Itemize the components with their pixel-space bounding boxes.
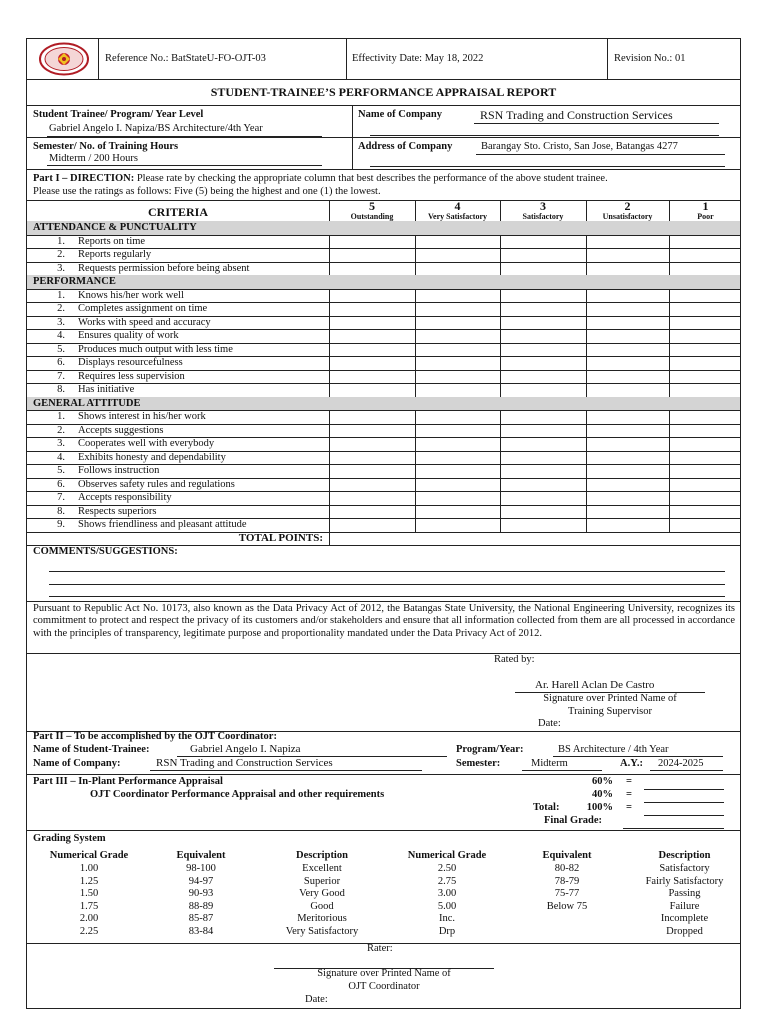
part2-ay-value: 2024-2025 [658,758,704,769]
criteria-text: Reports on time [78,235,146,247]
company-label: Name of Company [358,109,442,120]
rating-cell-2[interactable] [586,464,669,478]
rating-cell-2[interactable] [586,437,669,451]
grading-cell: 2.50 [437,863,457,874]
rating-cell-2[interactable] [586,302,669,316]
criteria-text: Accepts responsibility [78,492,172,503]
criteria-text: Cooperates well with everybody [78,438,215,449]
rating-cell-4[interactable] [415,235,500,249]
rating-cell-1[interactable] [669,262,742,276]
part3-line1: Part III – In-Plant Performance Appraisal [33,776,223,787]
part1-line1: Please rate by checking the appropriate column that best describes the performance of the above student trainee. [134,173,608,184]
rating-cell-4[interactable] [415,478,500,492]
part3-eq-3: = [626,802,632,813]
section-band [27,221,740,235]
criteria-number: 1. [57,411,65,422]
rating-cell-3[interactable] [500,424,586,438]
rating-cell-2[interactable] [586,262,669,276]
part3-eq-1: = [626,776,632,787]
total-points-cell[interactable] [329,532,742,545]
rating-cell-3[interactable] [500,329,586,343]
criteria-row [27,518,740,532]
criteria-text: Observes safety rules and regulations [78,478,235,490]
part2-ay-label: A.Y.: [620,758,643,769]
rating-cell-4[interactable] [415,437,500,451]
grading-cell: Passing [668,888,701,900]
criteria-number: 3. [57,438,65,449]
criteria-row [27,302,740,316]
rating-cell-2[interactable] [586,491,669,505]
rating-cell-5[interactable] [329,464,415,478]
criteria-header: CRITERIA [147,205,208,219]
part2-company-value: RSN Trading and Construction Services [156,757,333,769]
grading-cell: Excellent [302,863,342,874]
form-title: STUDENT-TRAINEE’S PERFORMANCE APPRAISAL REPORT [210,85,557,99]
company-value: RSN Trading and Construction Services [480,108,673,122]
rating-cell-5[interactable] [329,383,415,397]
coordinator-sig-line2: OJT Coordinator [348,980,420,992]
rating-cell-2[interactable] [586,451,669,465]
rating-cell-2[interactable] [586,329,669,343]
criteria-row [27,491,740,505]
rating-cell-5[interactable] [329,478,415,492]
grading-cell: Fairly Satisfactory [645,875,724,887]
rating-label: Unsatisfactory [602,212,653,221]
rating-cell-5[interactable] [329,410,415,424]
criteria-text: Ensures quality of work [78,330,179,341]
total-points: TOTAL POINTS: [238,531,323,544]
grading-cell: 90-93 [188,888,214,900]
rating-number: 5 [369,199,375,213]
part2-semester-value: Midterm [531,758,568,769]
rating-cell-3[interactable] [500,356,586,370]
grading-cell: Superior [303,875,341,887]
rating-cell-5[interactable] [329,491,415,505]
rating-header-4 [415,201,500,221]
criteria-text: Reports regularly [78,249,152,260]
part3-line2: OJT Coordinator Performance Appraisal and other requirements [90,789,385,800]
rating-number: 4 [454,199,461,213]
criteria-row [27,437,740,451]
rating-cell-5[interactable] [329,343,415,357]
criteria-row [27,235,740,249]
rating-cell-2[interactable] [586,289,669,303]
trainee-label: Student Trainee/ Program/ Year Level [33,109,204,120]
rating-cell-2[interactable] [586,383,669,397]
rating-cell-5[interactable] [329,437,415,451]
rating-cell-3[interactable] [500,410,586,424]
rating-header-5 [329,201,415,221]
part3-pct-60: 60% [592,776,613,787]
grading-cell: 88-89 [188,900,214,912]
effectivity-date: Effectivity Date: May 18, 2022 [352,53,484,64]
grading-header: Numerical Grade [49,850,129,861]
criteria-number: 5. [57,343,65,355]
semester-label: Semester/ No. of Training Hours [33,141,179,152]
criteria-row [27,451,740,465]
grading-cell: 1.00 [79,863,99,874]
grading-cell: Drp [438,926,456,937]
criteria-text: Accepts suggestions [78,424,164,436]
rating-cell-1[interactable] [669,343,742,357]
rating-cell-1[interactable] [669,410,742,424]
rating-cell-1[interactable] [669,235,742,249]
comments-label: COMMENTS/SUGGESTIONS: [33,546,178,557]
trainee-value: Gabriel Angelo I. Napiza/BS Architecture/4th Year [49,123,263,134]
criteria-number: 6. [57,357,65,368]
supervisor-date: Date: [538,718,561,729]
rating-cell-5[interactable] [329,518,415,532]
part2-company-label: Name of Company: [33,758,121,769]
rating-cell-3[interactable] [500,289,586,303]
criteria-number: 4. [57,330,65,341]
grading-cell: Inc. [438,913,456,925]
rating-cell-1[interactable] [669,370,742,384]
rating-number: 2 [624,199,631,213]
rating-cell-2[interactable] [586,235,669,249]
rating-cell-5[interactable] [329,316,415,330]
rating-label: Outstanding [350,212,394,221]
rating-cell-3[interactable] [500,262,586,276]
criteria-row [27,505,740,519]
rating-label: Very Satisfactory [427,212,488,221]
rater-label: Rater: [367,943,393,954]
rating-cell-5[interactable] [329,424,415,438]
criteria-text: Has initiative [78,384,135,395]
grading-cell: 5.00 [437,900,457,912]
grading-header: Description [658,850,711,861]
criteria-row [27,478,740,492]
rating-number: 3 [540,199,546,213]
revision-number: Revision No.: 01 [614,53,686,64]
part3-pct-40: 40% [592,789,613,800]
rating-cell-4[interactable] [415,451,500,465]
rating-cell-3[interactable] [500,451,586,465]
rating-cell-1[interactable] [669,478,742,492]
rating-cell-5[interactable] [329,451,415,465]
rating-cell-4[interactable] [415,518,500,532]
criteria-number: 2. [57,249,65,260]
rating-cell-4[interactable] [415,356,500,370]
coordinator-date: Date: [305,994,328,1005]
rating-header-3 [500,201,586,221]
criteria-text: Shows interest in his/her work [78,411,206,422]
address-label: Address of Company [358,141,453,152]
grading-cell: Incomplete [660,913,709,925]
part1-direction [33,173,733,198]
criteria-text: Requires less supervision [78,370,185,382]
grading-cell: 2.75 [437,875,457,887]
criteria-row [27,424,740,438]
criteria-number: 1. [57,289,65,301]
rating-cell-5[interactable] [329,370,415,384]
rating-cell-2[interactable] [586,505,669,519]
part2-program-value: BS Architecture / 4th Year [558,744,669,755]
rating-cell-3[interactable] [500,370,586,384]
grading-cell: 1.25 [79,875,99,887]
rating-cell-4[interactable] [415,464,500,478]
grading-cell: Meritorious [297,913,347,925]
university-logo [37,42,91,76]
rating-cell-1[interactable] [669,451,742,465]
part1-line2: Please use the ratings as follows: Five (5) being the highest and one (1) the lowest. [33,185,381,197]
rating-cell-3[interactable] [500,383,586,397]
rating-cell-2[interactable] [586,343,669,357]
grading-cell: Very Satisfactory [285,926,359,937]
criteria-row [27,343,740,357]
criteria-number: 4. [57,451,65,463]
criteria-text: Follows instruction [78,465,160,476]
rating-cell-5[interactable] [329,302,415,316]
rating-cell-1[interactable] [669,316,742,330]
rating-cell-3[interactable] [500,316,586,330]
grading-cell: 98-100 [186,863,216,874]
criteria-text: Works with speed and accuracy [78,316,211,328]
rating-cell-4[interactable] [415,383,500,397]
rating-cell-3[interactable] [500,478,586,492]
grading-cell: Very Good [299,888,345,900]
coordinator-sig-line1: Signature over Printed Name of [317,968,451,979]
criteria-text: Shows friendliness and pleasant attitude [78,519,247,530]
rating-cell-1[interactable] [669,518,742,532]
grading-cell: Good [310,900,334,912]
rating-cell-2[interactable] [586,370,669,384]
part3-eq-2: = [626,789,632,800]
rating-cell-5[interactable] [329,356,415,370]
grading-header: Numerical Grade [407,850,487,861]
rating-cell-2[interactable] [586,248,669,262]
part1-lead: Part I – DIRECTION: [33,173,135,184]
rating-label: Satisfactory [522,212,564,221]
grading-cell: 80-82 [554,863,580,874]
grading-title: Grading System [33,833,106,844]
rating-cell-4[interactable] [415,262,500,276]
part2-program-label: Program/Year: [456,744,524,755]
rating-cell-1[interactable] [669,424,742,438]
criteria-row [27,248,740,262]
grading-cell: Dropped [666,926,703,937]
criteria-row [27,370,740,384]
section-band [27,397,740,411]
criteria-number: 3. [57,262,65,274]
grading-header: Equivalent [176,850,226,861]
grading-cell: 85-87 [188,913,214,925]
part3-total-label: Total: [533,802,560,813]
grading-cell: 1.75 [79,900,99,912]
rating-cell-3[interactable] [500,235,586,249]
rating-cell-4[interactable] [415,343,500,357]
rating-cell-1[interactable] [669,437,742,451]
supervisor-sig-line1: Signature over Printed Name of [543,693,677,704]
section-title: GENERAL ATTITUDE [33,397,141,409]
part2-title: Part II – To be accomplished by the OJT Coordinator: [33,731,277,742]
rating-cell-4[interactable] [415,302,500,316]
rating-cell-3[interactable] [500,437,586,451]
grading-cell: 1.50 [79,888,99,900]
rating-number: 1 [702,199,709,213]
section-title: ATTENDANCE & PUNCTUALITY [33,222,197,233]
rating-header-1 [669,201,742,221]
criteria-row [27,316,740,330]
rating-cell-2[interactable] [586,518,669,532]
rating-cell-2[interactable] [586,410,669,424]
rating-cell-5[interactable] [329,329,415,343]
rating-cell-1[interactable] [669,383,742,397]
criteria-row [27,289,740,303]
grading-cell: 3.00 [437,888,457,900]
criteria-text: Respects superiors [78,505,157,517]
rating-cell-3[interactable] [500,302,586,316]
criteria-row [27,464,740,478]
criteria-number: 6. [57,478,65,490]
criteria-number: 7. [57,370,65,382]
grading-header: Description [296,850,348,861]
criteria-text: Knows his/her work well [78,289,184,301]
criteria-number: 1. [57,235,65,247]
rating-cell-3[interactable] [500,505,586,519]
section-title: PERFORMANCE [33,276,116,287]
rating-cell-2[interactable] [586,316,669,330]
grading-cell: Satisfactory [659,863,710,874]
criteria-number: 2. [57,303,65,314]
supervisor-sig-line2: Training Supervisor [568,705,652,717]
supervisor-name: Ar. Harell Aclan De Castro [535,679,655,691]
criteria-row [27,329,740,343]
rating-cell-3[interactable] [500,491,586,505]
rating-cell-4[interactable] [415,248,500,262]
criteria-row [27,410,740,424]
criteria-number: 9. [57,519,65,530]
part2-name-label: Name of Student-Trainee: [33,744,150,755]
criteria-number: 5. [57,465,65,476]
criteria-number: 3. [57,316,65,328]
rating-cell-2[interactable] [586,424,669,438]
criteria-text: Exhibits honesty and dependability [78,451,226,463]
rating-cell-4[interactable] [415,316,500,330]
grading-cell: 83-84 [188,926,214,937]
privacy-notice: Pursuant to Republic Act No. 10173, also known as the Data Privacy Act of 2012, the Batangas State University, the National Engineering University, recognizes its commitment to protect and respect the privacy of its customers and/or stakeholders and ensure that all information collected from them are all processed in accordance with the principles of transparency, legitimate purpose and proportionality mandated under the Data Privacy Act of 2012. [33,603,735,639]
rating-cell-5[interactable] [329,289,415,303]
criteria-text: Produces much output with less time [78,343,233,355]
rating-label: Poor [697,212,714,221]
rating-cell-4[interactable] [415,370,500,384]
part2-semester-label: Semester: [456,758,501,769]
grading-cell: 2.00 [79,913,99,925]
criteria-number: 8. [57,384,65,395]
grading-cell: 2.25 [79,926,99,937]
criteria-number: 7. [57,492,65,503]
appraisal-form [26,38,741,1009]
rating-cell-1[interactable] [669,302,742,316]
reference-number: Reference No.: BatStateU-FO-OJT-03 [105,53,266,64]
rating-cell-1[interactable] [669,289,742,303]
rating-cell-3[interactable] [500,518,586,532]
rating-cell-5[interactable] [329,505,415,519]
part3-total-pct: 100% [586,802,613,813]
rating-cell-4[interactable] [415,410,500,424]
criteria-text: Displays resourcefulness [78,357,183,368]
criteria-number: 8. [57,505,65,517]
rating-cell-1[interactable] [669,491,742,505]
rating-cell-4[interactable] [415,329,500,343]
rating-cell-1[interactable] [669,248,742,262]
semester-value: Midterm / 200 Hours [49,153,138,164]
criteria-text: Requests permission before being absent [78,262,250,274]
coordinator-signature-caption [274,968,494,993]
rating-cell-4[interactable] [415,491,500,505]
rating-cell-1[interactable] [669,464,742,478]
grading-cell: 94-97 [188,875,214,887]
section-band [27,275,740,289]
rating-cell-1[interactable] [669,356,742,370]
rating-cell-5[interactable] [329,262,415,276]
rating-cell-4[interactable] [415,424,500,438]
grading-cell: 75-77 [554,888,580,900]
address-value: Barangay Sto. Cristo, San Jose, Batangas 4277 [481,141,678,152]
grading-cell: Below 75 [546,900,588,912]
rating-header-2 [586,201,669,221]
rating-cell-3[interactable] [500,464,586,478]
rating-cell-1[interactable] [669,329,742,343]
rating-cell-4[interactable] [415,505,500,519]
grading-cell: Failure [669,900,700,912]
rating-cell-5[interactable] [329,248,415,262]
rating-cell-2[interactable] [586,356,669,370]
rating-cell-4[interactable] [415,289,500,303]
part3-final-grade: Final Grade: [544,815,603,826]
rating-cell-2[interactable] [586,478,669,492]
criteria-row [27,356,740,370]
rating-cell-3[interactable] [500,343,586,357]
criteria-text: Completes assignment on time [78,303,208,314]
grading-header: Equivalent [542,850,592,861]
criteria-row [27,262,740,276]
rated-by-label: Rated by: [494,654,535,665]
rating-cell-3[interactable] [500,248,586,262]
criteria-number: 2. [57,424,65,436]
part2-name-value: Gabriel Angelo I. Napiza [190,743,301,755]
supervisor-signature-caption [515,693,705,718]
rating-cell-5[interactable] [329,235,415,249]
rating-cell-1[interactable] [669,505,742,519]
criteria-row [27,383,740,397]
grading-cell: 78-79 [554,875,580,887]
